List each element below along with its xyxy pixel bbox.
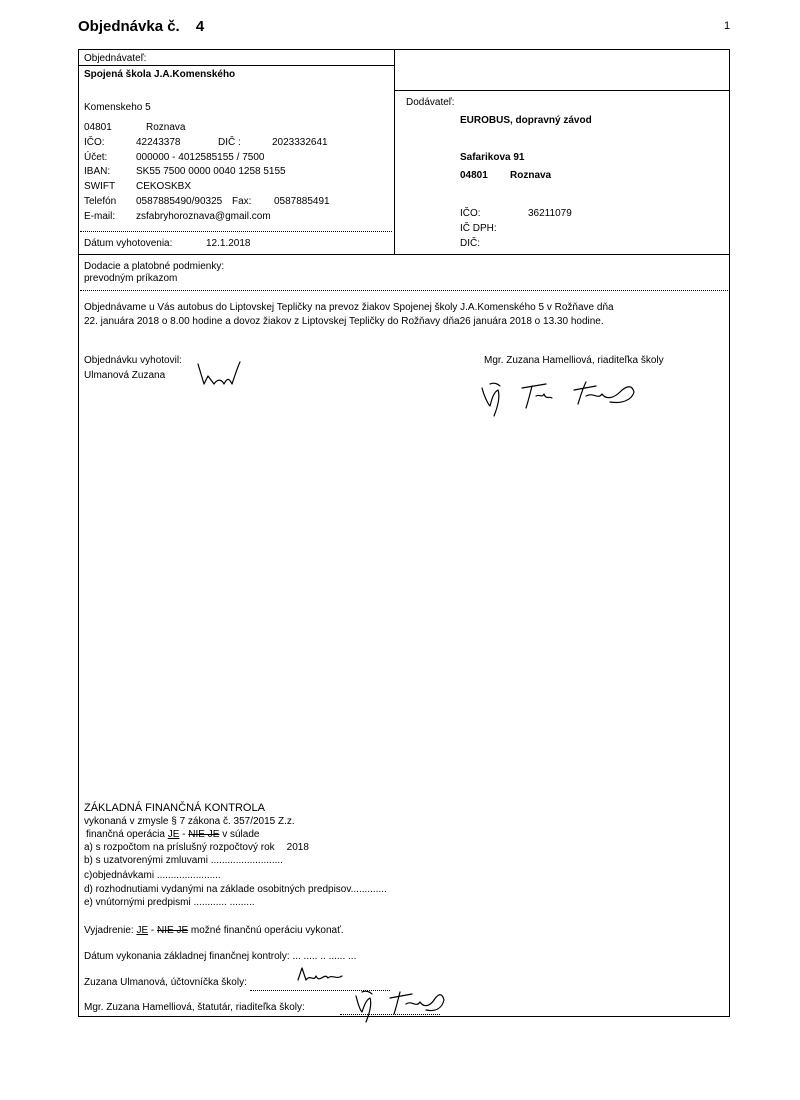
orderer-phone: 0587885490/90325 [136,196,223,207]
order-number: 4 [195,18,205,35]
orderer-zip: 04801 [84,122,112,133]
orderer-phone-label: Telefón [84,196,117,207]
supplier-ico-label: IČO: [460,208,481,219]
control-line-2-start: finančná operácia [86,829,168,840]
control-nie-je-option: NIE JE [188,829,220,840]
control-date: Dátum vykonania základnej finančnej kontroly: ... ..... .. ...... ... [84,951,357,962]
orderer-swift-label: SWIFT [84,181,116,192]
control-item-b: b) s uzatvorenými zmluvami .......................... [84,855,283,866]
supplier-ico: 36211079 [528,208,572,219]
accountant-label: Zuzana Ulmanová, účtovníčka školy: [84,977,247,988]
supplier-top-line [394,90,730,91]
document-title [78,18,204,35]
orderer-fax-label: Fax: [232,196,252,207]
statutory-label: Mgr. Zuzana Hamelliová, štatutár, riaditeľka školy: [84,1002,305,1013]
orderer-supplier-divider [394,49,395,254]
prepared-by-name: Ulmanová Zuzana [84,370,166,381]
director-signature [470,366,660,426]
statutory-signature [350,982,470,1027]
director-label: Mgr. Zuzana Hamelliová, riaditeľka školy [484,355,664,366]
supplier-dic-label: DIČ: [460,238,480,249]
orderer-account: 000000 - 4012585155 / 7500 [136,152,265,163]
control-separator: - [179,829,189,840]
orderer-email-label: E-mail: [84,211,116,222]
orderer-ico-label: IČO: [84,137,105,148]
orderer-dic: 2023332641 [272,137,328,148]
control-item-a-year: 2018 [286,842,309,853]
control-item-a [84,842,309,853]
order-text-line-2: 22. januára 2018 o 8.00 hodine a dovoz žiakov z Liptovskej Tepličky do Rožňavy dňa26 januára 2018 o 13.30 hodine. [84,316,604,327]
control-je-option: JE [167,829,180,840]
orderer-dic-label: DIČ : [218,137,241,148]
orderer-header-line [78,65,394,66]
orderer-ico: 42243378 [136,137,181,148]
control-item-e: e) vnútornými predpismi ............ ......... [84,897,255,908]
orderer-email: zsfabryhoroznava@gmail.com [136,211,271,222]
orderer-street: Komenskeho 5 [84,102,151,113]
terms-dotted-line [80,290,728,291]
control-statement-je: JE [136,925,149,936]
orderer-label: Objednávateľ: [84,53,147,64]
supplier-icdph-label: IČ DPH: [460,223,497,234]
orderer-fax: 0587885491 [274,196,330,207]
terms-label: Dodacie a platobné podmienky: [84,261,225,272]
control-statement-label: Vyjadrenie: [84,925,137,936]
control-statement [84,925,344,936]
supplier-label: Dodávateľ: [406,97,455,108]
order-text-line-1: Objednávame u Vás autobus do Liptovskej Tepličky na prevoz žiakov Spojenej školy J.A.Komenského 5 v Rožňave dňa [84,302,614,313]
supplier-street: Safarikova 91 [460,152,525,163]
orderer-iban-label: IBAN: [84,166,111,177]
control-item-d: d) rozhodnutiami vydanými na základe osobitných predpisov............. [84,884,387,895]
control-line-2 [86,829,259,840]
accountant-signature [296,962,346,992]
control-statement-text: možné finančnú operáciu vykonať. [188,925,344,936]
control-line-1: vykonaná v zmysle § 7 zákona č. 357/2015 Z.z. [84,816,295,827]
control-line-2-end: v súlade [219,829,260,840]
orderer-account-label: Účet: [84,152,108,163]
prepared-by-label: Objednávku vyhotovil: [84,355,182,366]
orderer-city: Roznava [146,122,186,133]
control-statement-separator: - [148,925,157,936]
terms-top-line [78,254,730,255]
issue-date: 12.1.2018 [206,238,251,249]
preparer-signature [196,354,246,394]
supplier-name: EUROBUS, dopravný závod [460,115,592,126]
title-label: Objednávka č. [78,18,180,35]
control-statement-nie-je: NIE JE [157,925,189,936]
page-number: 1 [724,20,731,32]
supplier-zip: 04801 [460,170,488,181]
control-item-c: c)objednávkami ....................... [84,870,221,881]
date-dotted-line [80,231,392,232]
orderer-iban: SK55 7500 0000 0040 1258 5155 [136,166,286,177]
control-title: ZÁKLADNÁ FINANČNÁ KONTROLA [84,802,265,814]
terms-value: prevodným príkazom [84,273,178,284]
control-item-a-text: a) s rozpočtom na príslušný rozpočtový rok [84,842,275,853]
orderer-name: Spojená škola J.A.Komenského [84,69,236,80]
orderer-swift: CEKOSKBX [136,181,192,192]
issue-date-label: Dátum vyhotovenia: [84,238,173,249]
supplier-city: Roznava [510,170,552,181]
